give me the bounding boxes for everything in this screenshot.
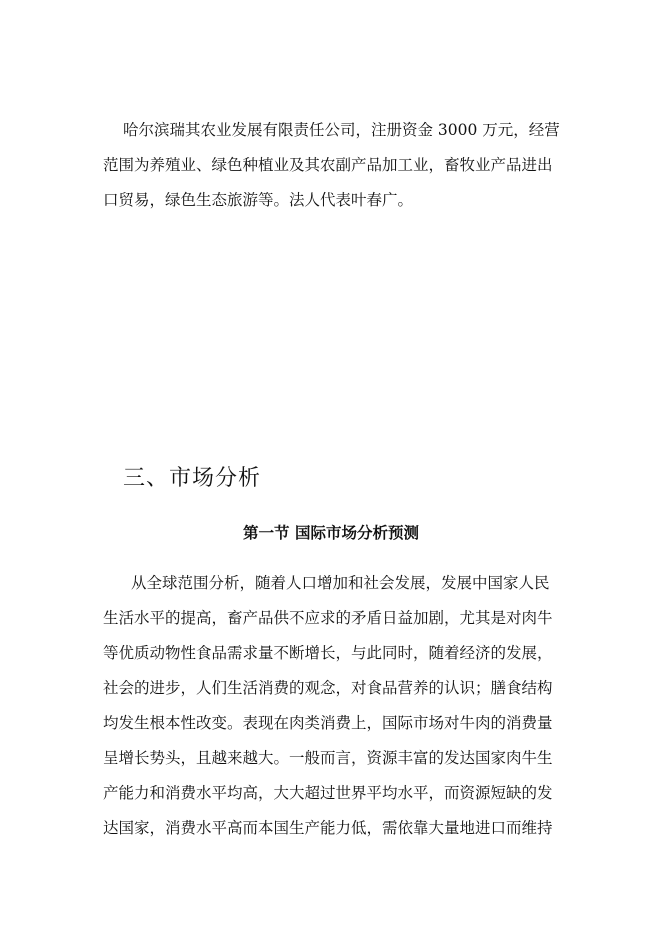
paragraph-line: 社会的进步，人们生活消费的观念，对食品营养的认识；膳食结构 xyxy=(103,679,553,697)
paragraph-line: 范围为养殖业、绿色种植业及其农副产品加工业，畜牧业产品进出 xyxy=(103,156,553,174)
paragraph-line: 达国家，消费水平高而本国生产能力低，需依靠大量地进口而维持 xyxy=(103,819,553,837)
paragraph-line: 从全球范围分析，随着人口增加和社会发展，发展中国家人民 xyxy=(131,574,550,592)
paragraph-line: 哈尔滨瑞其农业发展有限责任公司，注册资金 3000 万元，经营 xyxy=(123,121,560,139)
section-heading: 三、市场分析 xyxy=(123,466,262,491)
paragraph-line: 均发生根本性改变。表现在肉类消费上，国际市场对牛肉的消费量 xyxy=(103,714,553,732)
paragraph-line: 口贸易，绿色生态旅游等。法人代表叶春广。 xyxy=(103,191,414,209)
paragraph-line: 产能力和消费水平均高，大大超过世界平均水平，而资源短缺的发 xyxy=(103,784,553,802)
paragraph-line: 等优质动物性食品需求量不断增长，与此同时，随着经济的发展， xyxy=(103,644,553,662)
subsection-title: 第一节 国际市场分析预测 xyxy=(243,524,419,542)
paragraph-line: 呈增长势头，且越来越大。一般而言，资源丰富的发达国家肉牛生 xyxy=(103,749,553,767)
paragraph-line: 生活水平的提高，畜产品供不应求的矛盾日益加剧，尤其是对肉牛 xyxy=(103,609,553,627)
